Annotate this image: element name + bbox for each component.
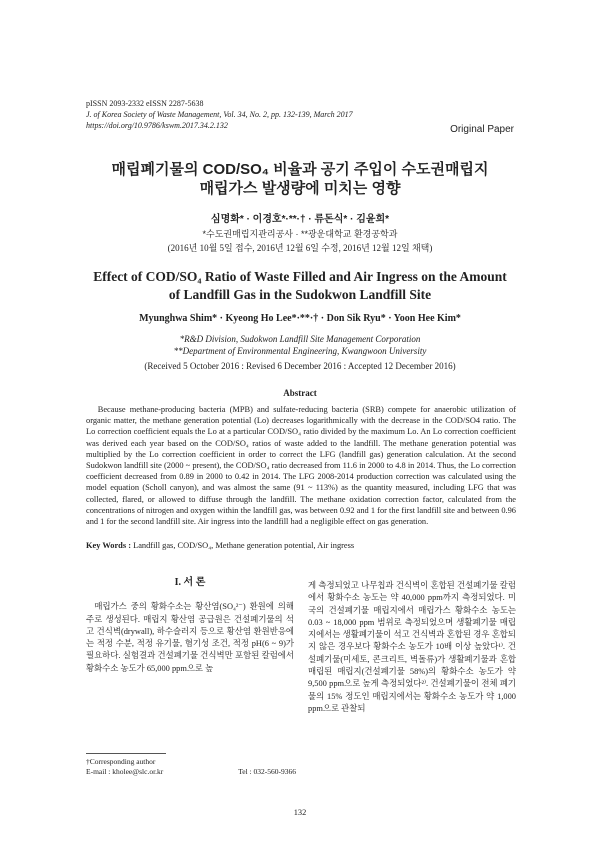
korean-title-line2: 매립가스 발생량에 미치는 영향 bbox=[199, 180, 401, 197]
english-affiliations bbox=[60, 333, 540, 357]
corresponding-author-label: †Corresponding author bbox=[86, 757, 156, 766]
doi-link[interactable]: https://doi.org/10.9786/kswm.2017.34.2.132 bbox=[86, 121, 228, 130]
english-authors: Myunghwa Shim* · Kyeong Ho Lee*·**·† · Don Sik Ryu* · Yoon Hee Kim* bbox=[139, 313, 461, 324]
english-dates: (Received 5 October 2016 : Revised 6 December 2016 : Accepted 12 December 2016) bbox=[144, 361, 456, 371]
body-paragraph-continued: 게 측정되었고 나무칩과 건식벽이 혼합된 건설폐기물 칼럼에서 황화수소 농도는 약 40,000 ppm까지 측정되었다. 미국의 건설폐기물 매립지에서 매립가스 황화수소 농도는 0.03 ~ 18,000 ppm 범위로 측정되었으며 생활폐기물 매립지에서는 생활폐기물이 석고 건식벽과 혼합된 경우 혼합되지 않은 경우보다 황화수소 농도가 10배 이상 높았다¹⁾. 건설폐기물(미세토, 콘크리트, 벽돌류)가 생활폐기물과 혼합 매립된 매립지(건설폐기물 58%)의 황화수소 농도가 약 9,500 ppm으로 높게 측정되었다²⁾. 건설폐기물이 전체 폐기물의 15% 정도인 매립지에서는 황화수소 농도가 약 1,000 ppm으로 관찰되 bbox=[308, 581, 516, 713]
abstract-text: Because methane-producing bacteria (MPB) and sulfate-reducing bacteria (SRB) compete for anaerobic utilization of organic matter, the methane generation potential (Lo) decreases logarithmically with the decrease in the COD/SO4 ratio. The Lo correction coefficient equals the Lo at a particular COD/SO₄ ratio divided by the maximum Lo. An Lo correction coefficient was derived each year based on the COD/SO₄ ratios of waste added to the landfill. The methane generation potential was multiplied by the Lo correction coefficient in order to correct the LFG (landfill gas) generation calculation. At the second Sudokwon landfill site (2000 ~ present), the COD/SO₄ ratio decreased from 11.6 in 2000 to 4.8 in 2014. Thus, the Lo correction coefficient decreased from 0.89 in 2000 to 0.42 in 2014. The LFG 2008-2014 production correction was calculated using the model equation (Scholl canyon), and was almost the same (91 ~ 113%) as the quantity measured, including LFG that was collected, flared, or allowed to diffuse through the landfill. The methane oxidation correction factor, calculated from the concentrations of nitrogen and oxygen within the landfill gas, was between 0.92 and 1 for the first landfill site and between 0.96 and 1 for the second landfill site. Air ingress into the landfill had a negligible effect on gas generation. bbox=[86, 405, 516, 527]
body-left-column bbox=[86, 575, 294, 675]
keywords bbox=[86, 541, 516, 550]
page-number: 132 bbox=[293, 808, 307, 817]
corresponding-email[interactable]: E-mail : kholee@slc.or.kr bbox=[86, 767, 164, 776]
article-type-label: Original Paper bbox=[450, 124, 514, 135]
korean-affiliations: *수도권매립지관리공사 · **광운대학교 환경공학과 bbox=[202, 229, 398, 239]
english-affiliation-2: **Department of Environmental Engineering, Kwangwoon University bbox=[173, 346, 427, 356]
english-title-line1: Effect of COD/SO₄ Ratio of Waste Filled and Air Ingress on the Amount bbox=[93, 269, 507, 284]
abstract-heading: Abstract bbox=[283, 388, 317, 398]
journal-citation: J. of Korea Society of Waste Management, Vol. 34, No. 2, pp. 132-139, March 2017 bbox=[86, 110, 353, 119]
korean-dates: (2016년 10월 5일 접수, 2016년 12월 6일 수정, 2016년 12월 12일 채택) bbox=[167, 243, 433, 253]
korean-authors: 심명화* · 이경호*·**·† · 류돈식* · 김윤희* bbox=[210, 214, 390, 225]
footnote bbox=[86, 757, 296, 777]
section-heading-introduction: I. 서 론 bbox=[174, 577, 206, 588]
body-paragraph: 매립가스 중의 황화수소는 황산염(SO₄²⁻) 환원에 의해 주로 생성된다. 매립지 황산염 공급원은 건설폐기물의 석고 건식벽(drywall), 하수슬러지 등으로 황산염 환원반응에는 적정 수분, 적정 유기물, 혐기성 조건, 적정 pH(6 ~ 9)가 필요하다. 실험결과 건설폐기물 건식벽만 포함된 칼럼에서 황화수소 농도가 65,000 ppm으로 높 bbox=[86, 602, 294, 673]
english-affiliation-1: *R&D Division, Sudokwon Landfill Site Management Corporation bbox=[179, 334, 421, 344]
issn-line: pISSN 2093-2332 eISSN 2287-5638 bbox=[86, 99, 204, 108]
corresponding-tel: Tel : 032-560-9366 bbox=[238, 767, 296, 776]
keywords-list: Landfill gas, COD/SO₄, Methane generation potential, Air ingress bbox=[130, 541, 355, 550]
korean-title bbox=[60, 160, 540, 198]
korean-title-line1: 매립폐기물의 COD/SO₄ 비율과 공기 주입이 수도권매립지 bbox=[111, 161, 489, 178]
english-title-line2: of Landfill Gas in the Sudokwon Landfill Site bbox=[168, 287, 432, 302]
footnote-divider bbox=[86, 753, 166, 754]
keywords-label: Key Words : bbox=[86, 541, 131, 550]
body-right-column bbox=[308, 580, 516, 715]
english-title bbox=[60, 268, 540, 304]
